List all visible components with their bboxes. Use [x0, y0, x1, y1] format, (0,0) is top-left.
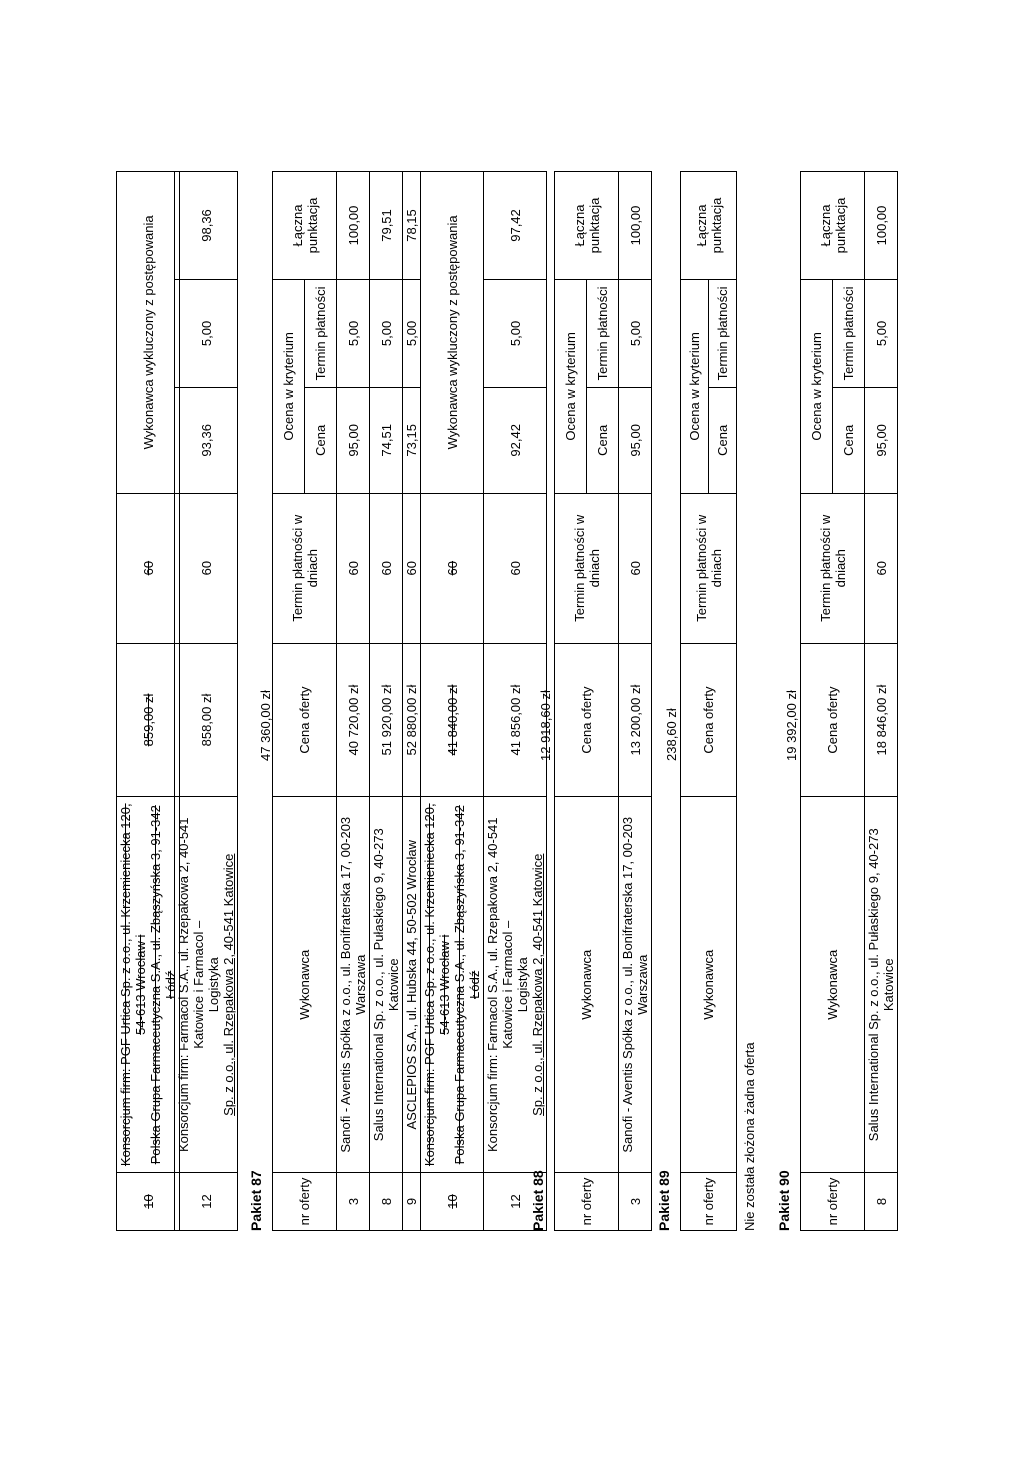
- pakiet90-table: [800, 171, 898, 1231]
- wykonawca-cell: [421, 797, 484, 1173]
- header-nr: nr oferty: [801, 1173, 865, 1231]
- laczna-cell: 100,00: [619, 172, 652, 280]
- laczna-cell: 98,36: [175, 172, 238, 280]
- header-row: [273, 172, 305, 1231]
- ocena-termin-cell: 5,00: [370, 279, 403, 387]
- header-termin: Termin płatności w dniach: [801, 493, 865, 643]
- ocena-termin-cell: 5,00: [175, 279, 238, 387]
- header-ocena-cena: Cena: [587, 387, 619, 493]
- wykonawca-line: Logistyka: [206, 957, 221, 1013]
- header-laczna: Łączna punktacja: [681, 172, 737, 280]
- termin-cell: 60: [117, 493, 180, 643]
- ocena-termin-cell: 5,00: [865, 279, 898, 387]
- termin-cell: 60: [370, 493, 403, 643]
- nr-cell: 8: [370, 1173, 403, 1231]
- header-ocena-termin: Termin płatności: [587, 279, 619, 387]
- cena-cell: 858,00 zł: [175, 643, 238, 797]
- header-termin: Termin płatności w dniach: [273, 493, 337, 643]
- wykonawca-line: Sp. z o.o., ul. Rzepakowa 2, 40-541 Katowice: [221, 853, 236, 1116]
- cena-cell: 18 846,00 zł: [865, 643, 898, 797]
- header-ocena: Ocena w kryterium: [555, 279, 587, 493]
- wykonawca-line: Logistyka: [515, 957, 530, 1013]
- nr-cell: 10: [421, 1173, 484, 1231]
- laczna-cell: 100,00: [337, 172, 370, 280]
- cena-cell: 859,00 zł: [117, 643, 180, 797]
- header-nr: nr oferty: [681, 1173, 737, 1231]
- termin-cell: 60: [337, 493, 370, 643]
- pakiet90-title: Pakiet 90: [776, 1170, 792, 1231]
- table-row: [337, 172, 370, 1231]
- header-row: [801, 172, 833, 1231]
- pakiet90-total: 19 392,00 zł: [784, 690, 799, 761]
- nr-cell: 3: [337, 1173, 370, 1231]
- termin-cell: 60: [403, 493, 421, 643]
- wykonawca-line: Konsorcjum firm: Farmacol S.A., ul. Rzepakowa 2, 40-541 Katowice i Farmacol –: [485, 817, 515, 1153]
- header-ocena-termin: Termin płatności: [305, 279, 337, 387]
- table-row: [619, 172, 652, 1231]
- pakiet89-table: [680, 171, 737, 1231]
- termin-cell: 60: [619, 493, 652, 643]
- wykonawca-cell: Sanofi - Aventis Spółka z o.o., ul. Bonifraterska 17, 00-203 Warszawa: [337, 797, 370, 1173]
- top-table-row2: [174, 171, 238, 1231]
- cena-cell: 51 920,00 zł: [370, 643, 403, 797]
- ocena-termin-cell: 5,00: [619, 279, 652, 387]
- ocena-cena-cell: 95,00: [619, 387, 652, 493]
- header-termin: Termin płatności w dniach: [555, 493, 619, 643]
- ocena-cena-cell: 73,15: [403, 387, 421, 493]
- header-laczna: Łączna punktacja: [555, 172, 619, 280]
- header-row: [681, 172, 709, 1231]
- nr-cell: 10: [117, 1173, 180, 1231]
- header-cena: Cena oferty: [681, 643, 737, 797]
- header-cena: Cena oferty: [273, 643, 337, 797]
- laczna-cell: 78,15: [403, 172, 421, 280]
- table-row: [117, 172, 180, 1231]
- pakiet88-title: Pakiet 88: [530, 1170, 546, 1231]
- laczna-cell: 79,51: [370, 172, 403, 280]
- ocena-cena-cell: 74,51: [370, 387, 403, 493]
- nr-cell: 9: [403, 1173, 421, 1231]
- header-row: [555, 172, 587, 1231]
- table-row: [175, 172, 238, 1231]
- nr-cell: 3: [619, 1173, 652, 1231]
- header-wykonawca: Wykonawca: [555, 797, 619, 1173]
- cena-cell: 52 880,00 zł: [403, 643, 421, 797]
- header-cena: Cena oferty: [555, 643, 619, 797]
- ocena-cena-cell: 95,00: [337, 387, 370, 493]
- excluded-note: Wykonawca wykluczony z postępowania: [117, 172, 180, 494]
- top-table: [116, 171, 180, 1231]
- cena-cell: 40 720,00 zł: [337, 643, 370, 797]
- header-ocena-cena: Cena: [833, 387, 865, 493]
- wykonawca-cell: ASCLEPIOS S.A., ul. Hubska 44, 50-502 Wrocław: [403, 797, 421, 1173]
- ocena-cena-cell: 93,36: [175, 387, 238, 493]
- termin-cell: 60: [484, 493, 547, 643]
- wykonawca-cell: Sanofi - Aventis Spółka z o.o., ul. Bonifraterska 17, 00-203 Warszawa: [619, 797, 652, 1173]
- pakiet88-total: 12 918,60 zł: [538, 690, 553, 761]
- header-termin: Termin płatności w dniach: [681, 493, 737, 643]
- wykonawca-line: Sp. z o.o., ul. Rzepakowa 2, 40-541 Katowice: [530, 853, 545, 1116]
- header-ocena: Ocena w kryterium: [801, 279, 833, 493]
- table-row: [370, 172, 403, 1231]
- wykonawca-line: Konsorcjum firm: PGF Urtica Sp. z o.o., ul. Krzemieniecka 120, 54-613 Wrocław i: [422, 803, 452, 1167]
- pakiet87-title: Pakiet 87: [248, 1170, 264, 1231]
- wykonawca-cell: Salus International Sp. z o.o., ul. Pułaskiego 9, 40-273 Katowice: [865, 797, 898, 1173]
- table-row: [403, 172, 421, 1231]
- header-ocena-termin: Termin płatności: [833, 279, 865, 387]
- cena-cell: 41 856,00 zł: [484, 643, 547, 797]
- pakiet88-table: [554, 171, 652, 1231]
- ocena-termin-cell: 5,00: [484, 279, 547, 387]
- laczna-cell: 97,42: [484, 172, 547, 280]
- header-nr: nr oferty: [273, 1173, 337, 1231]
- wykonawca-line: Polska Grupa Farmaceutyczna S.A., ul. Zbąszyńska 3, 91-342 Łódź: [148, 805, 178, 1165]
- header-nr: nr oferty: [555, 1173, 619, 1231]
- laczna-cell: 100,00: [865, 172, 898, 280]
- ocena-termin-cell: 5,00: [337, 279, 370, 387]
- wykonawca-line: Konsorcjum firm: Farmacol S.A., ul. Rzepakowa 2, 40-541 Katowice i Farmacol –: [176, 817, 206, 1153]
- header-ocena: Ocena w kryterium: [681, 279, 709, 493]
- wykonawca-cell: [117, 797, 180, 1173]
- table-row: [865, 172, 898, 1231]
- nr-cell: 12: [175, 1173, 238, 1231]
- header-cena: Cena oferty: [801, 643, 865, 797]
- header-laczna: Łączna punktacja: [273, 172, 337, 280]
- wykonawca-cell: Salus International Sp. z o.o., ul. Pułaskiego 9, 40-273 Katowice: [370, 797, 403, 1173]
- wykonawca-line: Konsorcjum firm: PGF Urtica Sp. z o.o., ul. Krzemieniecka 120, 54-613 Wrocław i: [118, 803, 148, 1167]
- header-ocena-cena: Cena: [305, 387, 337, 493]
- ocena-termin-cell: 5,00: [403, 279, 421, 387]
- header-ocena-cena: Cena: [709, 387, 737, 493]
- pakiet87-total: 47 360,00 zł: [258, 690, 273, 761]
- cena-cell: 13 200,00 zł: [619, 643, 652, 797]
- header-ocena: Ocena w kryterium: [273, 279, 305, 493]
- nr-cell: 8: [865, 1173, 898, 1231]
- no-offer-note: Nie została złożona żadna oferta: [742, 1042, 757, 1231]
- header-wykonawca: Wykonawca: [801, 797, 865, 1173]
- ocena-cena-cell: 95,00: [865, 387, 898, 493]
- wykonawca-cell: [175, 797, 238, 1173]
- header-laczna: Łączna punktacja: [801, 172, 865, 280]
- header-wykonawca: Wykonawca: [273, 797, 337, 1173]
- header-wykonawca: Wykonawca: [681, 797, 737, 1173]
- cena-cell: 41 840,00 zł: [421, 643, 484, 797]
- ocena-cena-cell: 92,42: [484, 387, 547, 493]
- wykonawca-line: Polska Grupa Farmaceutyczna S.A., ul. Zbąszyńska 3, 91-342 Łódź: [452, 805, 482, 1165]
- termin-cell: 60: [175, 493, 238, 643]
- termin-cell: 60: [865, 493, 898, 643]
- termin-cell: 60: [421, 493, 484, 643]
- excluded-note: Wykonawca wykluczony z postępowania: [421, 172, 484, 494]
- pakiet89-title: Pakiet 89: [656, 1170, 672, 1231]
- table-row: [421, 172, 484, 1231]
- wykonawca-cell: [484, 797, 547, 1173]
- nr-cell: 12: [484, 1173, 547, 1231]
- pakiet87-table: [272, 171, 547, 1231]
- pakiet89-total: 238,60 zł: [664, 708, 679, 761]
- header-ocena-termin: Termin płatności: [709, 279, 737, 387]
